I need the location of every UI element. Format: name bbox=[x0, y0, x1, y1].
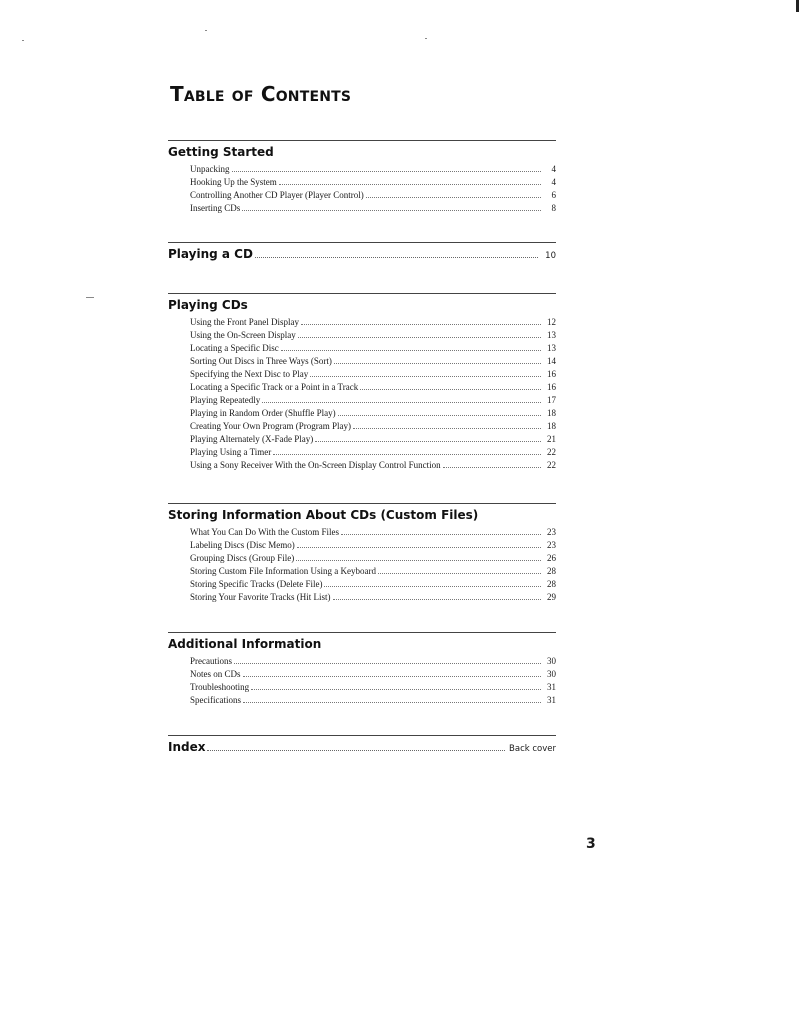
toc-entry bbox=[190, 355, 556, 368]
toc-entry bbox=[190, 578, 556, 591]
entry-page: 6 bbox=[551, 190, 556, 200]
section-rule bbox=[168, 735, 556, 736]
entry-label: Unpacking bbox=[190, 164, 230, 174]
entry-label: Controlling Another CD Player (Player Control) bbox=[190, 190, 364, 200]
entry-page: 29 bbox=[547, 592, 556, 602]
entry-page: 13 bbox=[547, 330, 556, 340]
entry-list bbox=[168, 163, 556, 215]
toc-entry bbox=[190, 668, 556, 681]
toc-entry bbox=[190, 681, 556, 694]
section-title: Storing Information About CDs (Custom Files) bbox=[168, 508, 479, 522]
entry-label: Troubleshooting bbox=[190, 682, 250, 692]
section-page: Back cover bbox=[509, 744, 556, 754]
section-line bbox=[168, 246, 556, 262]
leader-dots bbox=[297, 547, 541, 548]
leader-dots bbox=[366, 197, 541, 198]
leader-dots bbox=[310, 376, 541, 377]
entry-label: Specifications bbox=[190, 695, 241, 705]
entry-label: What You Can Do With the Custom Files bbox=[190, 527, 339, 537]
entry-page: 16 bbox=[547, 369, 556, 379]
leader-dots bbox=[378, 573, 541, 574]
leader-dots bbox=[333, 599, 541, 600]
section-additional-information bbox=[168, 632, 556, 707]
entry-page: 28 bbox=[547, 566, 556, 576]
toc-entry bbox=[190, 381, 556, 394]
entry-label: Storing Your Favorite Tracks (Hit List) bbox=[190, 592, 331, 602]
leader-dots bbox=[353, 428, 541, 429]
section-title: Additional Information bbox=[168, 637, 322, 651]
section-playing-a-cd bbox=[168, 242, 556, 262]
toc-entry bbox=[190, 420, 556, 433]
toc-entry bbox=[190, 459, 556, 472]
section-rule bbox=[168, 242, 556, 243]
leader-dots bbox=[360, 389, 541, 390]
toc-entry bbox=[190, 446, 556, 459]
leader-dots bbox=[243, 676, 541, 677]
toc-entry bbox=[190, 202, 556, 215]
entry-page: 12 bbox=[547, 317, 556, 327]
entry-page: 31 bbox=[547, 682, 556, 692]
leader-dots bbox=[315, 441, 541, 442]
toc-entry bbox=[190, 433, 556, 446]
entry-label: Labeling Discs (Disc Memo) bbox=[190, 540, 295, 550]
entry-page: 17 bbox=[547, 395, 556, 405]
leader-dots bbox=[341, 534, 541, 535]
section-line bbox=[168, 739, 556, 755]
entry-label: Playing Alternately (X-Fade Play) bbox=[190, 434, 314, 444]
leader-dots bbox=[242, 210, 541, 211]
entry-page: 4 bbox=[551, 177, 556, 187]
section-page: 10 bbox=[545, 251, 556, 261]
section-title: Index bbox=[168, 740, 206, 754]
section-rule bbox=[168, 140, 556, 141]
entry-label: Sorting Out Discs in Three Ways (Sort) bbox=[190, 356, 332, 366]
entry-page: 21 bbox=[547, 434, 556, 444]
leader-dots bbox=[262, 402, 541, 403]
scan-speck bbox=[22, 40, 24, 41]
toc-entry bbox=[190, 342, 556, 355]
page-number: 3 bbox=[586, 836, 596, 852]
page-title bbox=[170, 82, 351, 106]
entry-list bbox=[168, 526, 556, 604]
leader-dots bbox=[234, 663, 541, 664]
entry-page: 16 bbox=[547, 382, 556, 392]
entry-page: 23 bbox=[547, 540, 556, 550]
entry-label: Storing Specific Tracks (Delete File) bbox=[190, 579, 323, 589]
section-rule bbox=[168, 293, 556, 294]
entry-page: 30 bbox=[547, 669, 556, 679]
scan-speck bbox=[205, 30, 207, 31]
section-rule bbox=[168, 632, 556, 633]
section-title: Getting Started bbox=[168, 145, 274, 159]
entry-page: 14 bbox=[547, 356, 556, 366]
leader-dots bbox=[301, 324, 541, 325]
entry-label: Specifying the Next Disc to Play bbox=[190, 369, 309, 379]
entry-page: 4 bbox=[551, 164, 556, 174]
leader-dots bbox=[281, 350, 541, 351]
scan-edge-mark bbox=[796, 0, 799, 12]
leader-dots bbox=[243, 702, 541, 703]
leader-dots bbox=[334, 363, 541, 364]
toc-entry bbox=[190, 407, 556, 420]
toc-entry bbox=[190, 552, 556, 565]
entry-label: Grouping Discs (Group File) bbox=[190, 553, 295, 563]
leader-dots bbox=[443, 467, 541, 468]
entry-page: 26 bbox=[547, 553, 556, 563]
entry-label: Locating a Specific Track or a Point in a Track bbox=[190, 382, 359, 392]
entry-label: Notes on CDs bbox=[190, 669, 241, 679]
toc-entry bbox=[190, 329, 556, 342]
entry-page: 18 bbox=[547, 421, 556, 431]
entry-page: 8 bbox=[551, 203, 556, 213]
entry-page: 13 bbox=[547, 343, 556, 353]
leader-dots bbox=[279, 184, 541, 185]
toc-entry bbox=[190, 189, 556, 202]
entry-page: 23 bbox=[547, 527, 556, 537]
entry-label: Locating a Specific Disc bbox=[190, 343, 279, 353]
toc-entry bbox=[190, 565, 556, 578]
entry-page: 22 bbox=[547, 447, 556, 457]
entry-label: Using a Sony Receiver With the On-Screen Display Control Function bbox=[190, 460, 441, 470]
entry-page: 18 bbox=[547, 408, 556, 418]
entry-label: Playing Repeatedly bbox=[190, 395, 261, 405]
leader-dots bbox=[324, 586, 541, 587]
entry-page: 30 bbox=[547, 656, 556, 666]
section-playing-cds bbox=[168, 293, 556, 472]
leader-dots bbox=[296, 560, 541, 561]
toc-entry bbox=[190, 526, 556, 539]
leader-dots bbox=[255, 257, 538, 258]
scan-speck bbox=[425, 38, 427, 39]
toc-entry bbox=[190, 368, 556, 381]
leader-dots bbox=[251, 689, 541, 690]
section-getting-started bbox=[168, 140, 556, 215]
toc-entry bbox=[190, 591, 556, 604]
title-text: Table of Contents bbox=[170, 82, 352, 106]
entry-label: Playing in Random Order (Shuffle Play) bbox=[190, 408, 336, 418]
leader-dots bbox=[273, 454, 541, 455]
section-rule bbox=[168, 503, 556, 504]
entry-label: Using the Front Panel Display bbox=[190, 317, 299, 327]
entry-label: Inserting CDs bbox=[190, 203, 241, 213]
leader-dots bbox=[232, 171, 542, 172]
section-title: Playing a CD bbox=[168, 247, 253, 261]
section-index bbox=[168, 735, 556, 755]
entry-label: Precautions bbox=[190, 656, 232, 666]
leader-dots bbox=[338, 415, 541, 416]
leader-dots bbox=[298, 337, 541, 338]
entry-label: Using the On-Screen Display bbox=[190, 330, 296, 340]
toc-entry bbox=[190, 163, 556, 176]
section-title: Playing CDs bbox=[168, 298, 248, 312]
toc-entry bbox=[190, 394, 556, 407]
entry-label: Creating Your Own Program (Program Play) bbox=[190, 421, 351, 431]
entry-page: 22 bbox=[547, 460, 556, 470]
toc-entry bbox=[190, 176, 556, 189]
entry-list bbox=[168, 316, 556, 472]
leader-dots bbox=[207, 750, 505, 751]
toc-entry bbox=[190, 316, 556, 329]
toc-entry bbox=[190, 694, 556, 707]
section-custom-files bbox=[168, 503, 556, 604]
entry-page: 28 bbox=[547, 579, 556, 589]
entry-page: 31 bbox=[547, 695, 556, 705]
entry-label: Storing Custom File Information Using a Keyboard bbox=[190, 566, 376, 576]
scan-speck bbox=[86, 297, 94, 298]
entry-label: Hooking Up the System bbox=[190, 177, 277, 187]
toc-entry bbox=[190, 539, 556, 552]
toc-entry bbox=[190, 655, 556, 668]
entry-list bbox=[168, 655, 556, 707]
entry-label: Playing Using a Timer bbox=[190, 447, 272, 457]
